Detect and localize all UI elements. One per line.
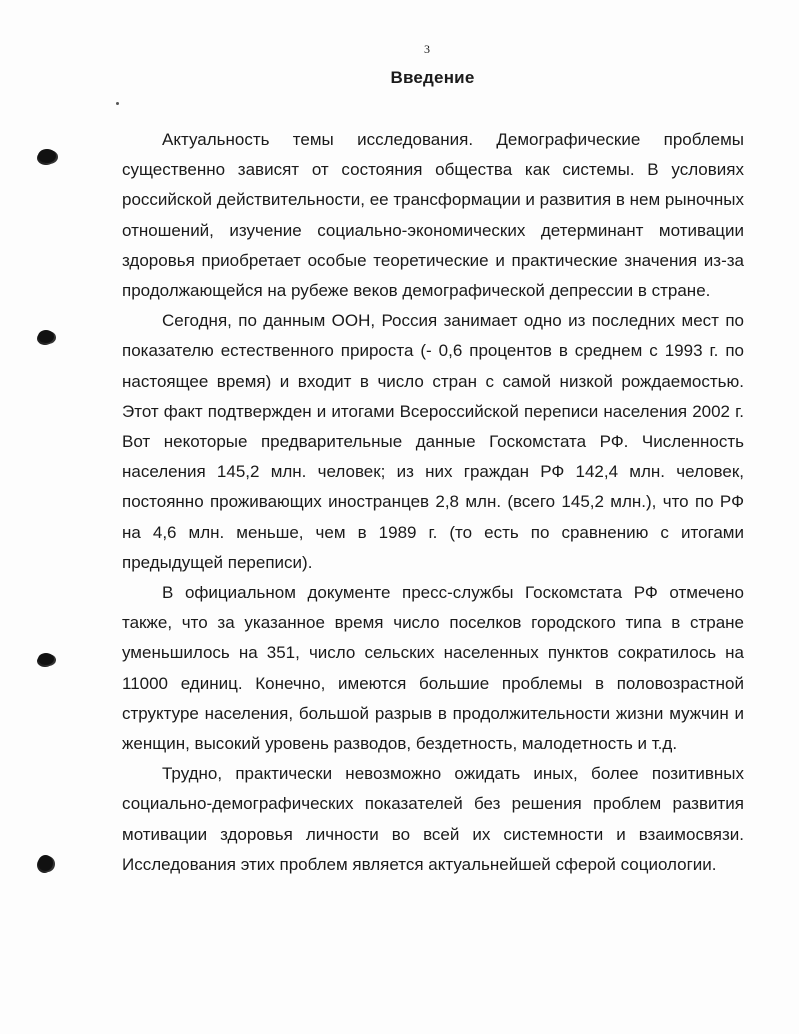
paragraph: Трудно, практически невозможно ожидать иных, более позитивных социально-демографических показателей без решения проблем развития мотивации здоровья личности во всей их системности и взаимосвязи. Исследования этих проблем является актуальнейшей сферой социологии. [122,764,744,874]
scan-speck [116,102,119,105]
paragraph: Актуальность темы исследования. Демографические проблемы существенно зависят от состояния общества как системы. В условиях российской действительности, ее трансформации и развития в нем рыночных отношений, изучение социально-экономических детерминант мотивации здоровья приобретает особые теоретические и практические значения из-за продолжающейся на рубеже веков демографической депрессии в стране. [122,130,745,301]
page-title: Введение [390,68,475,87]
paragraph: В официальном документе пресс-службы Госкомстата РФ отмечено также, что за указанное время число поселков городского типа в стране уменьшилось на 351, число сельских населенных пунктов сократилось на 11000 единиц. Конечно, имеются большие проблемы в половозрастной структуре населения, большой разрыв в продолжительности жизни мужчин и женщин, высокий уровень разводов, бездетность, малодетность и т.д. [122,583,744,754]
paragraph: Сегодня, по данным ООН, Россия занимает одно из последних мест по показателю естественного прироста (- 0,6 процентов в среднем с 1993 г. по настоящее время) и входит в число стран с самой низкой рождаемостью. Этот факт подтвержден и итогами Всероссийской переписи населения 2002 г. Вот некоторые предварительные данные Госкомстата РФ. Численность населения 145,2 млн. человек; из них граждан РФ 142,4 млн. человек, постоянно проживающих иностранцев 2,8 млн. (всего 145,2 млн.), что по РФ на 4,6 млн. меньше, чем в 1989 г. (то есть по сравнению с итогами предыдущей переписи). [122,311,744,572]
body-text [122,125,744,880]
hole-punch-mark [38,653,54,665]
hole-punch-mark [38,330,54,343]
page-number: 3 [424,42,430,56]
hole-punch-mark [38,855,53,871]
hole-punch-mark [38,149,56,163]
